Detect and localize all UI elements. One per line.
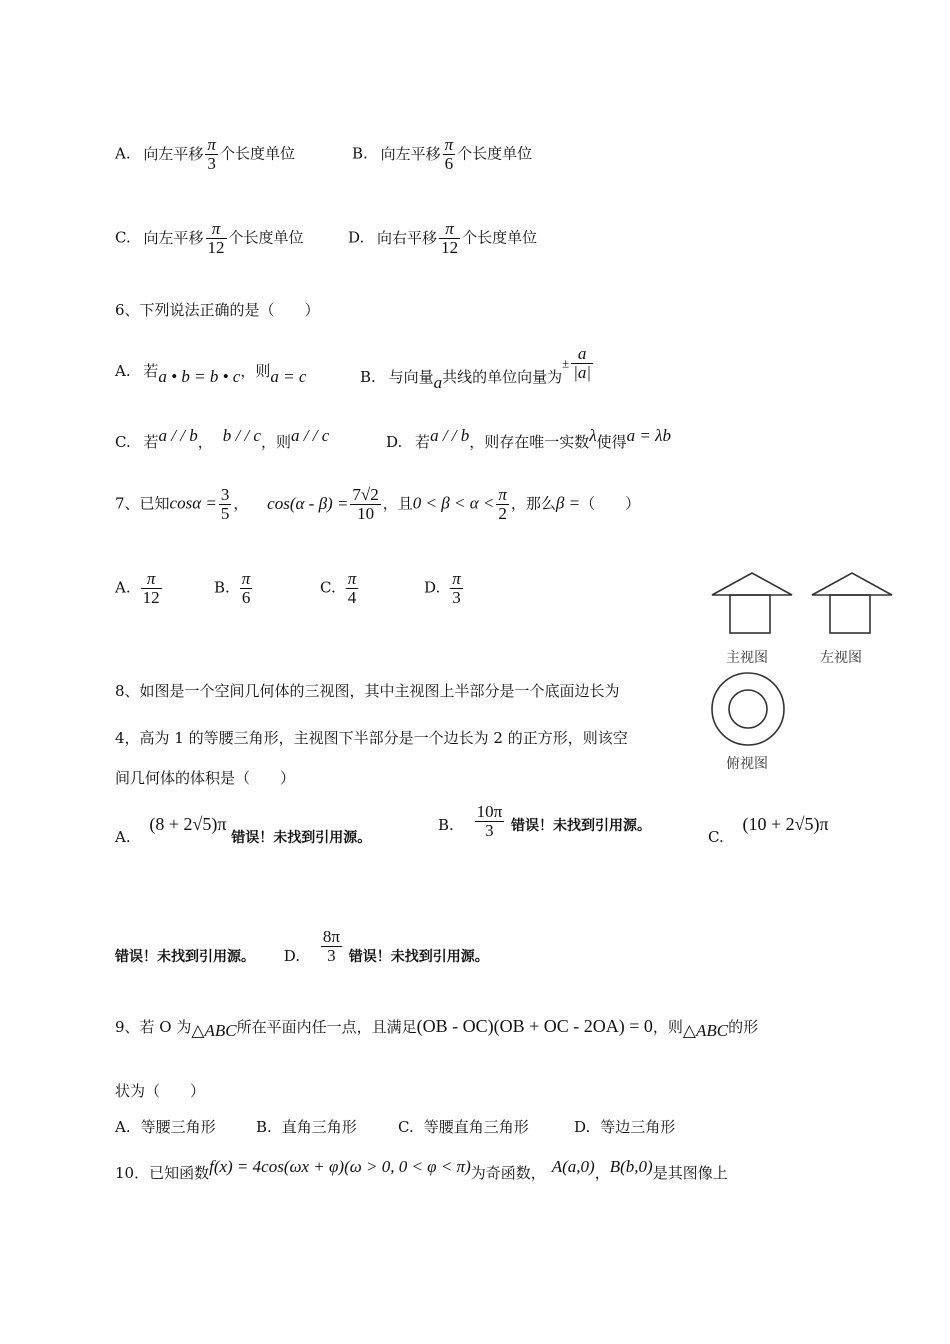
q9-stem: 9、若 O 为△ABC所在平面内任一点，且满足(OB - OC)(OB + OC - 2OA) = 0，则△ABC的形 (115, 1016, 759, 1040)
q9-line2: 状为（ ） (115, 1082, 206, 1100)
q6-option-d: D. 若a / / b，则存在唯一实数λ使得a = λb (386, 426, 672, 451)
q8-option-c-error-d: 错误！未找到引用源。 D. $\frac{8\pi}{3}$ 错误！未找到引用源。 (115, 927, 489, 965)
q8-line1: 8、如图是一个空间几何体的三视图，其中主视图上半部分是一个底面边长为 (115, 682, 620, 700)
q8-line2: 4，高为 1 的等腰三角形，主视图下半部分是一个边长为 2 的正方形，则该空 (115, 729, 628, 747)
q9-option-b: B. 直角三角形 (256, 1118, 357, 1136)
q9-option-c: C. 等腰直角三角形 (398, 1118, 529, 1136)
side-view-label: 左视图 (820, 650, 862, 666)
q8-line3: 间几何体的体积是（ ） (115, 769, 296, 787)
q8-option-c: C. (10 + 2√5)π (708, 814, 829, 846)
q5-option-c: C. 向左平移 $\frac{\pi}{12}$ 个长度单位 (115, 219, 304, 257)
q7-option-a: A. $\frac{\pi}{12}$ (115, 569, 160, 607)
q8-option-a: A. (8 + 2√5)π 错误！未找到引用源。 (115, 814, 372, 846)
q6-option-c: C. 若a / / b， b / / c，则a / / c (115, 426, 330, 451)
front-view-shape (712, 573, 792, 633)
q9-option-a: A. 等腰三角形 (115, 1118, 216, 1136)
q6-stem: 6、下列说法正确的是（ ） (115, 301, 320, 319)
q7-option-d: D. $\frac{\pi}{3}$ (424, 569, 461, 607)
front-view-label: 主视图 (726, 650, 768, 666)
side-view-shape (812, 573, 892, 633)
q9-option-d: D. 等边三角形 (574, 1118, 676, 1136)
q7-option-c: C. $\frac{\pi}{4}$ (320, 569, 357, 607)
q6-option-b: B. 与向量a共线的单位向量为± $\frac{a}{|a|}$ (360, 344, 592, 392)
three-view-drawing (700, 565, 900, 775)
q7-stem: 7、已知cosα = $\frac{3}{5}$ ， cos(α - β) = $\frac{7√2}{10}$ ，且0 < β < α < $\frac{\pi}{2}$ ，那么β =（ ） (115, 485, 641, 523)
three-view-figure (700, 565, 900, 775)
top-view-shape (712, 673, 784, 745)
q5-option-d: D. 向右平移 $\frac{\pi}{12}$ 个长度单位 (348, 219, 538, 257)
q10-stem: 10．已知函数f(x) = 4cos(ωx + φ)(ω > 0, 0 < φ < π)为奇函数， A(a,0)，B(b,0)是其图像上 (115, 1157, 728, 1182)
q8-option-b: B. $\frac{10\pi}{3}$ 错误！未找到引用源。 (438, 802, 651, 840)
q7-option-b: B. $\frac{\pi}{6}$ (214, 569, 251, 607)
q5-option-a: A. 向左平移 $\frac{\pi}{3}$ 个长度单位 (115, 135, 295, 173)
q6-option-a: A. 若a • b = b • c，则a = c (115, 362, 307, 386)
q5-option-b: B. 向左平移 $\frac{\pi}{6}$ 个长度单位 (352, 135, 533, 173)
top-view-label: 俯视图 (726, 756, 768, 772)
